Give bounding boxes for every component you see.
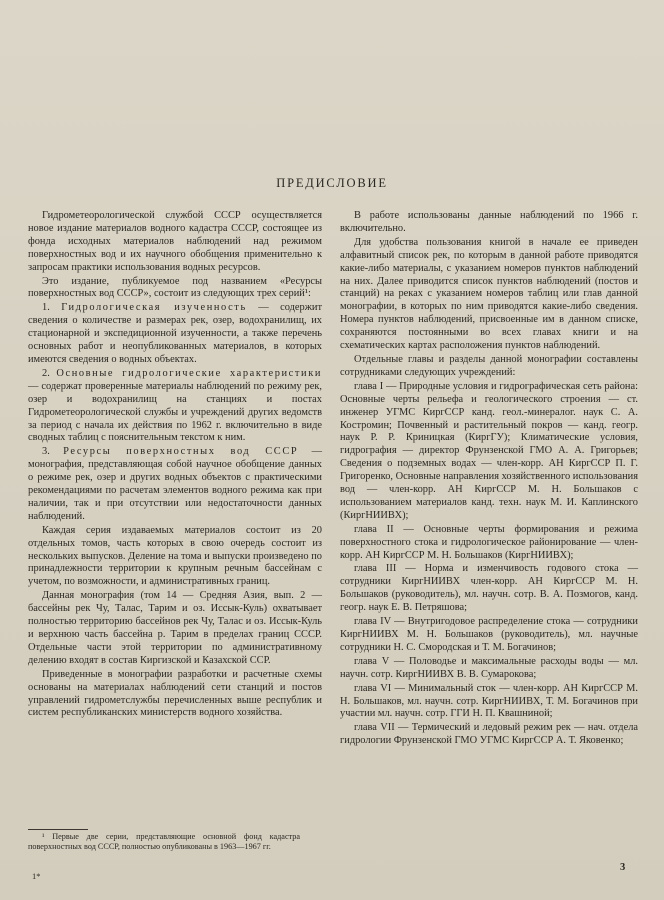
paragraph: Для удобства пользования книгой в начале ее приведен алфавитный список рек, по которым в данной работе приводятся какие-либо материалы, с указанием номеров пунктов наблюдений на них. Далее приводится список пунктов наблюдений (постов и станций) на реках с указанием номеров таблиц или глав данной монографии, в которых по ним приводятся какие-либо сведения. Номера пунктов наблюдений, присвоенные им в данном списке, сохраняются постоянными во всех главах книги и на схематических картах расположения пунктов наблюдений. [340,236,638,352]
page-title: ПРЕДИСЛОВИЕ [276,176,388,190]
chapter-credit: глава IV — Внутригодовое распределение стока — сотрудники КиргНИИВХ М. Н. Большаков (руководитель), мл. научные сотрудники Н. С. Смородская и Т. М. Богачинов; [340,616,638,653]
right-column [340,210,638,748]
chapter-credit: глава VII — Термический и ледовый режим рек — нач. отдела гидрологии Фрунзенской ГМО УГМС КиргССР А. Т. Яковенко; [340,722,638,747]
item-number: 3. [42,446,50,458]
spaced-term: Основные гидрологические характеристики [56,367,322,379]
paragraph: Приведенные в монографии разработки и расчетные схемы основаны на материалах наблюдений сети станций и постов управлений гидрометслужбы перечисленных выше республик и систем республиканских министерств водного хозяйства. [28,668,322,719]
item-text: — содержат проверенные материалы наблюдений по режиму рек, озер и водохранилищ на станциях и постах Гидрометеорологической службы и учреждений других ведомств за период с начала их действия по 1962 г. включительно в виде сводных таблиц с пояснительным текстом к ним. [28,380,322,444]
paragraph: Отдельные главы и разделы данной монографии составлены сотрудниками следующих учреждений: [340,353,638,378]
left-column [28,210,322,720]
item-number: 2. [42,367,50,379]
series-item-3 [28,446,322,523]
item-number: 1. [42,302,50,314]
series-item-2 [28,368,322,445]
paragraph: Это издание, публикуемое под названием «Ресурсы поверхностных вод СССР», состоит из следующих трех серий¹: [28,275,322,300]
chapter-credit: глава II — Основные черты формирования и режима поверхностного стока и гидрологическое районирование — член-корр. АН КиргССР М. Н. Большаков (КиргНИИВХ); [340,523,638,561]
chapter-credit: глава I — Природные условия и гидрографическая сеть района: Основные черты рельефа и геологического строения — ст. инженер УГМС КиргССР канд. геол.-минералог. наук С. А. Костромин; Почвенный и растительный покров — канд. геогр. наук Р. Р. Криницкая (КиргГУ); Климатические условия, гидрография — директор Фрунзенской ГМО А. А. Григорьев; Сведения о подземных водах — член-корр. АН КиргССР П. Г. Григоренко, Основные направления хозяйственного использования вод — член-корр. АН КиргССР М. Н. Большаков с использованием материалов канд. техн. наук М. И. Каплинского (КиргНИИВХ); [340,380,638,521]
item-text: — содержит сведения о количестве и размерах рек, озер, водохранилищ, их стационарной и экспедиционной изученности, а также перечень основных работ и неопубликованных материалов, в которых имеются сведения о водных объектах. [28,302,322,365]
paragraph: Каждая серия издаваемых материалов состоит из 20 отдельных томов, часть которых в свою очередь состоит из нескольких выпусков. Деление на тома и выпуски произведено по принадлежности территории к крупным речным бассейнам с учетом, по возможности, и административных границ. [28,524,322,588]
footnote-text: ¹ Первые две серии, представляющие основной фонд кадастра поверхностных вод СССР, полностью опубликованы в 1963—1967 гг. [28,832,300,851]
chapter-credit: глава VI — Минимальный сток — член-корр. АН КиргССР М. Н. Большаков, мл. научн. сотр. КиргНИИВХ, Т. М. Богачинов при участии мл. научн. сотр. ГГИ Н. П. Квашниной; [340,682,638,720]
series-item-1 [28,302,322,367]
footnote [28,832,300,851]
spaced-term: Ресурсы поверхностных вод СССР [63,446,299,458]
printer-signature: 1* [32,871,41,881]
chapter-credit: глава III — Норма и изменчивость годового стока — сотрудники КиргНИИВХ член-корр. АН КиргССР М. Н. Большаков (руководитель), мл. научн. сотр. В. А. Позмогов, канд. геогр. наук Е. В. Петряшова; [340,563,638,614]
footnote-rule [28,829,88,830]
item-text: — монография, представляющая собой научное обобщение данных о режиме рек, озер и других водных объектов с практическими рекомендациями по расчетам элементов водного режима как при наличии, так и при отсутствии или недостаточности данных наблюдений. [28,446,322,522]
page-number: 3 [620,862,626,873]
paragraph: Гидрометеорологической службой СССР осуществляется новое издание материалов водного кадастра СССР, состоящее из фонда исходных материалов наблюдений над режимом поверхностных вод и их научного обобщения применительно к запросам практики использования водных ресурсов. [28,210,322,273]
chapter-credit: глава V — Половодье и максимальные расходы воды — мл. научн. сотр. КиргНИИВХ В. В. Сумарокова; [340,655,638,680]
paragraph: Данная монография (том 14 — Средняя Азия, вып. 2 — бассейны рек Чу, Талас, Тарим и оз. Иссык-Куль) охватывает полностью территорию бассейнов рек Чу, Талас и оз. Иссык-Куль и верхнюю часть бассейна р. Тарим в пределах границ СССР. Отдельные части этой территории по административному делению входят в состав Киргизской и Казахской ССР. [28,590,322,666]
spaced-term: Гидрологическая изученность [61,302,247,314]
paragraph: В работе использованы данные наблюдений по 1966 г. включительно. [340,210,638,234]
